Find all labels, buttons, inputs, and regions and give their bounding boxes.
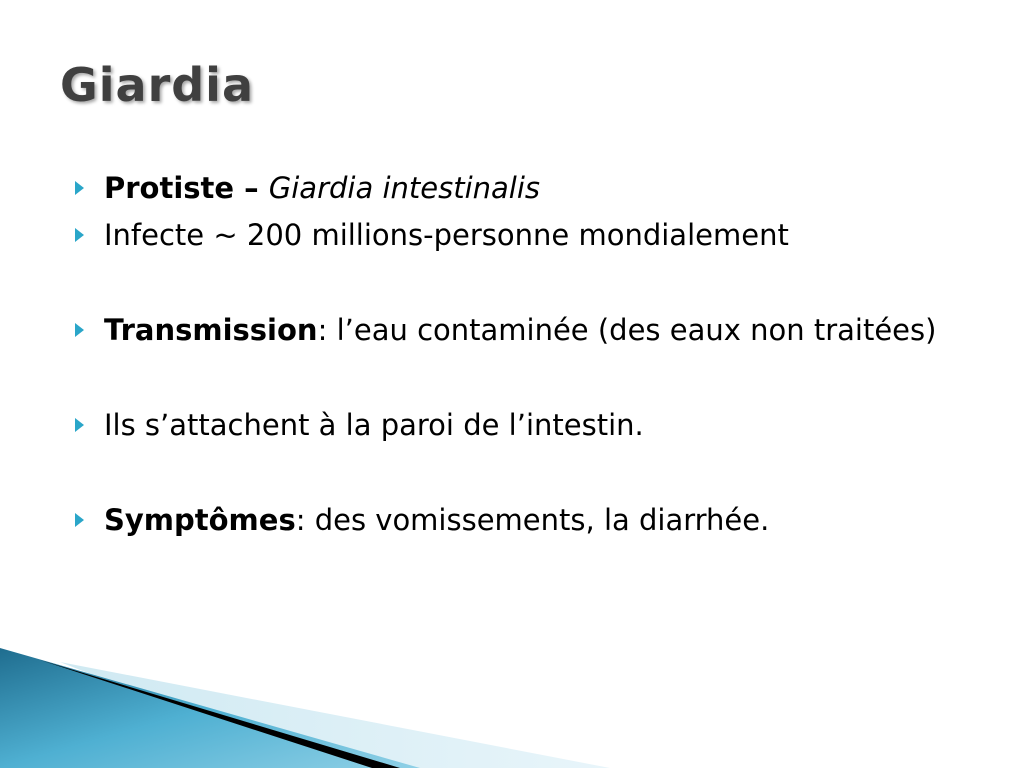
bullet-text: des vomissements, la diarrhée. — [314, 503, 770, 537]
bullet-item-symptoms — [72, 500, 972, 541]
decor-blue-swoosh — [0, 648, 420, 768]
bullet-term: Protiste — [104, 171, 235, 205]
slide-title: Giardia — [60, 58, 254, 112]
bullet-separator: : — [295, 503, 315, 537]
bullet-term: Transmission — [104, 313, 318, 347]
bullet-arrow-icon — [75, 181, 84, 195]
bullet-item-infection — [72, 215, 972, 256]
bullet-list — [72, 168, 972, 541]
bullet-text: l’eau contaminée (des eaux non traitées) — [336, 313, 937, 347]
bullet-species-name: Giardia intestinalis — [268, 171, 541, 205]
bullet-item-protiste — [72, 168, 972, 209]
bullet-arrow-icon — [75, 228, 84, 242]
bullet-arrow-icon — [75, 513, 84, 527]
bullet-text: Infecte ~ 200 millions-personne mondialement — [104, 218, 789, 252]
bullet-arrow-icon — [75, 323, 84, 337]
bullet-term: Symptômes — [104, 503, 296, 537]
bullet-separator: : — [317, 313, 337, 347]
bullet-text: Ils s’attachent à la paroi de l’intestin. — [104, 408, 644, 442]
bullet-separator: – — [234, 171, 269, 205]
bullet-item-transmission — [72, 310, 972, 351]
bullet-item-attachment — [72, 405, 972, 446]
bullet-arrow-icon — [75, 418, 84, 432]
